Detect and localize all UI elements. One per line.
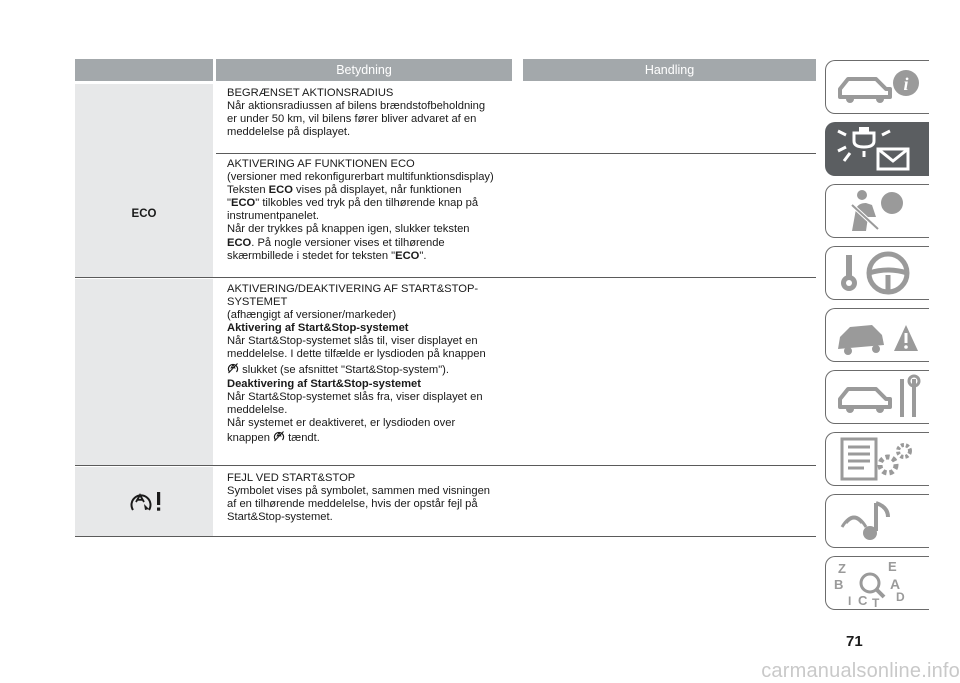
- subheading-activation: Aktivering af Start&Stop-systemet: [227, 322, 409, 335]
- start-stop-button-icon: [273, 430, 285, 446]
- text-line: Start&Stop-systemet.: [227, 511, 333, 524]
- svg-text:C: C: [858, 593, 868, 608]
- left-column-blank: [75, 279, 213, 465]
- maintenance-tab[interactable]: [825, 370, 929, 424]
- svg-text:Z: Z: [838, 561, 846, 576]
- text-line: Når systemet er deaktiveret, er lysdioden over: [227, 416, 456, 429]
- eco-bold-text: ECO: [268, 184, 293, 197]
- music-note-icon: [832, 497, 928, 547]
- eco-bold-text: ECO: [395, 249, 420, 262]
- text-line: BEGRÆNSET AKTIONSRADIUS: [227, 87, 394, 99]
- header-handling: Handling: [523, 59, 816, 81]
- text-line: [227, 430, 517, 446]
- emergency-tab[interactable]: [825, 308, 929, 362]
- text-span: tændt.: [285, 432, 320, 445]
- car-breakdown-warning-icon: [832, 311, 928, 361]
- technical-data-tab[interactable]: [825, 432, 929, 486]
- svg-text:I: I: [848, 594, 852, 608]
- text-line: Symbolet vises på symbolet, sammen med visningen: [227, 485, 491, 498]
- text-span: ".: [419, 249, 427, 262]
- text-line: meddelelse på displayet.: [227, 126, 351, 139]
- text-line: Når der trykkes på knappen igen, slukker teksten: [227, 223, 470, 236]
- text-line: [227, 362, 517, 378]
- svg-text:B: B: [834, 577, 844, 592]
- text-line: meddelelse. I dette tilfælde er lysdioden på knappen: [227, 348, 486, 361]
- watermark: carmanualsonline.info: [761, 660, 960, 682]
- row-separator: [75, 536, 816, 537]
- text-line: (afhængigt af versioner/markeder): [227, 309, 397, 322]
- svg-text:A: A: [890, 576, 901, 592]
- text-line: Når Start&Stop-systemet slås fra, viser displayet en: [227, 390, 483, 403]
- key-steering-wheel-icon: [832, 249, 928, 299]
- text-block-start-stop-fault: [227, 472, 517, 524]
- car-info-tab[interactable]: [825, 60, 929, 114]
- alphabet-index-icon: [832, 559, 928, 609]
- text-block-start-stop: [227, 283, 517, 446]
- page-number: 71: [846, 633, 863, 650]
- seatbelt-airbag-icon: [832, 187, 928, 237]
- text-line: AKTIVERING/DEAKTIVERING AF START&STOP-: [227, 283, 479, 295]
- warning-light-message-icon: [832, 125, 928, 175]
- table-header-left-blank: [75, 59, 213, 81]
- eco-label: ECO: [131, 208, 157, 220]
- index-tab[interactable]: [825, 556, 929, 610]
- text-line: er under 50 km, vil bilens fører bliver advaret af en: [227, 113, 477, 126]
- text-line: af en tilhørende meddelelse, hvis der opstår fejl på: [227, 498, 478, 511]
- text-block-range-limited: [227, 87, 517, 139]
- text-line: SYSTEMET: [227, 296, 288, 309]
- text-span: skærmbillede i stedet for teksten ": [227, 249, 396, 262]
- text-span: . På nogle versioner vises et tilhørende: [251, 236, 445, 249]
- text-line: FEJL VED START&STOP: [227, 472, 356, 484]
- text-block-eco-function: [227, 158, 517, 263]
- row-separator: [75, 465, 816, 466]
- subheading-deactivation: Deaktivering af Start&Stop-systemet: [227, 377, 421, 390]
- text-span: slukket (se afsnittet "Start&Stop-system").: [239, 363, 450, 376]
- text-line: [227, 184, 517, 197]
- car-info-icon: [832, 63, 928, 113]
- warning-lights-messages-tab[interactable]: [825, 122, 929, 176]
- start-stop-fault-warning-icon: [128, 490, 164, 514]
- text-span: Teksten: [227, 184, 269, 197]
- text-line: instrumentpanelet.: [227, 210, 320, 223]
- text-line: [227, 250, 517, 263]
- svg-text:E: E: [888, 559, 897, 574]
- header-betydning: Betydning: [216, 59, 512, 81]
- eco-bold-text: ECO: [230, 197, 256, 210]
- text-span: " tilkobles ved tryk på den tilhørende knap på: [255, 197, 479, 210]
- text-line: [227, 197, 517, 210]
- list-gears-icon: [832, 435, 928, 485]
- starting-driving-tab[interactable]: [825, 246, 929, 300]
- text-line: [227, 237, 517, 250]
- safety-tab[interactable]: [825, 184, 929, 238]
- eco-bold-text: ECO: [227, 236, 252, 249]
- svg-text:i: i: [903, 74, 909, 94]
- row-separator: [216, 153, 816, 154]
- text-line: AKTIVERING AF FUNKTIONEN ECO: [227, 158, 415, 170]
- svg-text:T: T: [872, 596, 880, 609]
- start-stop-button-icon: [227, 362, 239, 378]
- car-tools-icon: [832, 373, 928, 423]
- text-span: knappen: [227, 432, 274, 445]
- row-separator: [75, 277, 816, 278]
- text-line: (versioner med rekonfigurerbart multifunktionsdisplay): [227, 171, 494, 184]
- text-line: Når Start&Stop-systemet slås til, viser displayet en: [227, 335, 478, 348]
- left-column-eco: [75, 84, 213, 277]
- svg-text:D: D: [896, 590, 905, 604]
- text-line: Når aktionsradiussen af bilens brændstofbeholdning: [227, 100, 486, 113]
- text-line: meddelelse.: [227, 403, 288, 416]
- text-span: vises på displayet, når funktionen: [292, 184, 462, 197]
- multimedia-tab[interactable]: [825, 494, 929, 548]
- text-span: ": [227, 197, 231, 210]
